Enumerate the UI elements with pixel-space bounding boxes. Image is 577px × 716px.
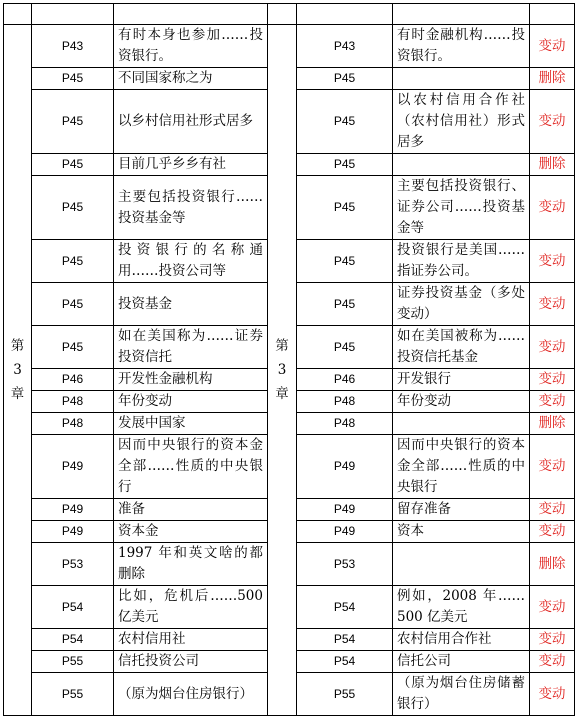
new-page-cell: P49: [297, 521, 393, 543]
old-text-cell: （原为烟台住房银行）: [114, 673, 268, 716]
old-text-cell: 开发性金融机构: [114, 369, 268, 391]
new-text-cell: 农村信用合作社: [393, 629, 530, 651]
status-cell: 删除: [530, 413, 575, 435]
new-page-cell: P54: [297, 629, 393, 651]
chapter-char: 3: [13, 362, 22, 378]
old-page-cell: P48: [32, 391, 114, 413]
new-page-cell: P54: [297, 651, 393, 673]
old-text-cell: 年份变动: [114, 391, 268, 413]
new-text-cell: 如在美国被称为……投资信托基金: [393, 326, 530, 369]
chapter-char: 第: [10, 338, 25, 354]
header-cell: [4, 4, 32, 25]
old-page-cell: P45: [32, 90, 114, 154]
status-cell: 变动: [530, 326, 575, 369]
new-page-cell: P45: [297, 326, 393, 369]
old-text-cell: 主要包括投资银行……投资基金等: [114, 176, 268, 240]
new-page-cell: P49: [297, 499, 393, 521]
old-text-cell: 如在美国称为……证券投资信托: [114, 326, 268, 369]
old-text-cell: 资本金: [114, 521, 268, 543]
new-text-cell: 投资银行是美国……指证券公司。: [393, 240, 530, 283]
header-cell: [297, 4, 393, 25]
old-page-cell: P45: [32, 154, 114, 176]
old-page-cell: P54: [32, 629, 114, 651]
old-text-cell: 以乡村信用社形式居多: [114, 90, 268, 154]
old-page-cell: P48: [32, 413, 114, 435]
status-cell: 变动: [530, 586, 575, 629]
new-text-cell: 证券投资基金（多处变动）: [393, 283, 530, 326]
new-page-cell: P55: [297, 673, 393, 716]
new-page-cell: P45: [297, 176, 393, 240]
old-text-cell: 有时本身也参加……投资银行。: [114, 25, 268, 68]
old-text-cell: 信托投资公司: [114, 651, 268, 673]
status-cell: 变动: [530, 629, 575, 651]
status-cell: 删除: [530, 154, 575, 176]
old-page-cell: P55: [32, 673, 114, 716]
old-page-cell: P45: [32, 326, 114, 369]
new-text-cell: 因而中央银行的资本金全部……性质的中央银行: [393, 435, 530, 499]
new-page-cell: P45: [297, 154, 393, 176]
status-cell: 变动: [530, 499, 575, 521]
old-text-cell: 不同国家称之为: [114, 68, 268, 90]
new-page-cell: P46: [297, 369, 393, 391]
new-text-cell: [393, 68, 530, 90]
new-text-cell: [393, 413, 530, 435]
chapter-char: 章: [275, 386, 289, 402]
old-page-cell: P49: [32, 435, 114, 499]
new-text-cell: 有时金融机构……投资银行。: [393, 25, 530, 68]
header-cell: [114, 4, 268, 25]
status-cell: 变动: [530, 521, 575, 543]
old-page-cell: P45: [32, 176, 114, 240]
old-text-cell: 因而中央银行的资本金全部……性质的中央银行: [114, 435, 268, 499]
status-cell: 删除: [530, 68, 575, 90]
old-page-cell: P43: [32, 25, 114, 68]
old-page-cell: P49: [32, 499, 114, 521]
chapter-char: 3: [277, 362, 287, 378]
old-text-cell: 准备: [114, 499, 268, 521]
status-cell: 删除: [530, 543, 575, 586]
chapter-char: 章: [10, 386, 25, 402]
status-cell: 变动: [530, 391, 575, 413]
table-row: [4, 25, 575, 68]
table-body: [4, 4, 575, 716]
old-page-cell: P55: [32, 651, 114, 673]
new-text-cell: 例如，2008 年……500 亿美元: [393, 586, 530, 629]
new-text-cell: [393, 154, 530, 176]
old-text-cell: 农村信用社: [114, 629, 268, 651]
new-page-cell: P49: [297, 435, 393, 499]
old-page-cell: P49: [32, 521, 114, 543]
header-cell: [268, 4, 297, 25]
header-cell: [530, 4, 575, 25]
status-cell: 变动: [530, 240, 575, 283]
status-cell: 变动: [530, 283, 575, 326]
status-cell: 变动: [530, 90, 575, 154]
new-page-cell: P54: [297, 586, 393, 629]
new-page-cell: P48: [297, 391, 393, 413]
new-page-cell: P45: [297, 68, 393, 90]
new-page-cell: P45: [297, 283, 393, 326]
status-cell: 变动: [530, 369, 575, 391]
status-cell: 变动: [530, 435, 575, 499]
header-cell: [393, 4, 530, 25]
revision-table: [3, 3, 575, 716]
old-text-cell: 比如，危机后……500 亿美元: [114, 586, 268, 629]
old-text-cell: 投资基金: [114, 283, 268, 326]
new-text-cell: 主要包括投资银行、证券公司……投资基金等: [393, 176, 530, 240]
old-text-cell: 1997 年和英文啥的都删除: [114, 543, 268, 586]
status-cell: 变动: [530, 25, 575, 68]
old-page-cell: P54: [32, 586, 114, 629]
status-cell: 变动: [530, 673, 575, 716]
new-text-cell: 资本: [393, 521, 530, 543]
old-page-cell: P45: [32, 240, 114, 283]
new-page-cell: P53: [297, 543, 393, 586]
chapter-cell-old: [4, 25, 32, 716]
old-text-cell: 投资银行的名称通用……投资公司等: [114, 240, 268, 283]
new-text-cell: 留存准备: [393, 499, 530, 521]
old-page-cell: P45: [32, 283, 114, 326]
new-page-cell: P45: [297, 90, 393, 154]
header-cell: [32, 4, 114, 25]
old-page-cell: P45: [32, 68, 114, 90]
new-text-cell: 信托公司: [393, 651, 530, 673]
new-text-cell: 开发银行: [393, 369, 530, 391]
status-cell: 变动: [530, 176, 575, 240]
new-text-cell: 年份变动: [393, 391, 530, 413]
old-text-cell: 发展中国家: [114, 413, 268, 435]
old-page-cell: P46: [32, 369, 114, 391]
old-text-cell: 目前几乎乡乡有社: [114, 154, 268, 176]
status-cell: 变动: [530, 651, 575, 673]
header-row: [4, 4, 575, 25]
new-page-cell: P43: [297, 25, 393, 68]
old-page-cell: P53: [32, 543, 114, 586]
new-page-cell: P45: [297, 240, 393, 283]
new-text-cell: [393, 543, 530, 586]
new-text-cell: 以农村信用合作社（农村信用社）形式居多: [393, 90, 530, 154]
chapter-cell-new: [268, 25, 297, 716]
chapter-char: 第: [275, 338, 289, 354]
new-page-cell: P48: [297, 413, 393, 435]
new-text-cell: （原为烟台住房储蓄银行）: [393, 673, 530, 716]
